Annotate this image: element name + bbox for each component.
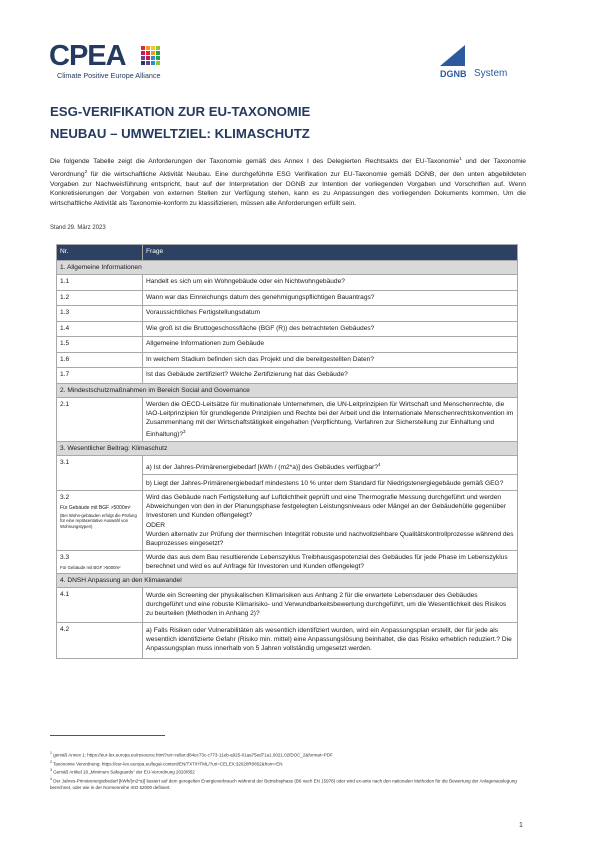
footnote-ref-4: 4 [378,461,381,467]
cpea-grid-square [146,61,150,65]
footnote-text: Gemäß Artikel 18 „Minimum Safeguards“ der EU-Verordnung 2020/852 [51,769,195,775]
table-row [57,622,518,658]
footnote-text: gemäß Annex 1: https://eur-lex.europa.eu/resource.html?uri=cellar:d84ec73c-c773-11eb-a925-01aa75ed71a1.0021.02/DOC_2&format=PDF [51,752,333,758]
table-row [57,352,518,368]
footnote-ref-2: 2 [84,168,88,174]
row-nr: 4.2 [57,622,143,658]
footnote-2 [50,759,520,768]
row-question: Wie groß ist die Bruttogeschossfläche (BGF (R)) des betrachteten Gebäudes? [143,321,518,337]
table-row [57,455,518,474]
row-nr: 3.1 [57,455,143,490]
cpea-grid-square [141,61,145,65]
row-question: Handelt es sich um ein Wohngebäude oder ein Nichtwohngebäude? [143,275,518,291]
dgnb-triangle-icon [440,45,465,66]
row-question: b) Liegt der Jahres-Primärenergiebedarf mindestens 10 % unter dem Standard für Niedrigstenergiegebäude gemäß GEG? [143,474,518,490]
table-row [57,290,518,306]
section-4-title: 4. DNSH Anpassung an den Klimawandel [57,573,518,587]
row-nr: 2.1 [57,397,143,441]
cpea-grid-square [146,56,150,60]
footnote-ref-3: 3 [183,428,186,434]
footnotes [50,750,520,791]
header-frage: Frage [143,245,518,261]
row-question: Allgemeine Informationen zum Gebäude [143,337,518,353]
cpea-logo-subtitle: Climate Positive Europe Alliance [57,71,161,80]
footnote-number: 4 [50,777,52,782]
section-row [57,573,518,587]
cpea-color-grid-icon [141,46,161,66]
row-question: Wurde ein Screening der physikalischen Klimarisiken aus Anhang 2 für die erwartete Lebensdauer des Gebäudes durchgeführt und eine robuste Klimarisiko- und Verwundbarkeitsbewertung durchgeführt, um die Wesentlichkeit des Risikos zu beurteilen (Methoden in Anhang 2)? [143,587,518,622]
section-row [57,441,518,455]
document-title: ESG-VERIFIKATION ZUR EU-TAXONOMIE [50,104,311,119]
row-question [143,490,518,550]
question-3-2-alt-text: Wurden alternativ zur Prüfung der thermischen Integrität robuste und nachvollziehbare Qualitätskontrollprozesse während des Bauprozesses eingesetzt? [146,530,514,547]
footnote-1 [50,750,520,759]
table-row [57,275,518,291]
table-row [57,306,518,322]
row-nr: 1.6 [57,352,143,368]
row-nr-with-note [57,550,143,573]
section-row [57,261,518,275]
table-row [57,490,518,550]
page-number: 1 [519,822,523,829]
row-question: Wann war das Einreichungs datum des genehmigungspflichtigen Bauantrags? [143,290,518,306]
question-3-1a-text: a) Ist der Jahres-Primärenergiebedarf [kWh / (m2*a)] des Gebäudes verfügbar? [146,463,378,471]
row-question: a) Falls Risiken oder Vulnerabilitäten als wesentlich identifiziert wurden, wird ein Anpassungsplan erstellt, der für jede als wesentlich identifizierte Gefahr (Risiko min. mittel) eine Anpassungslösung beinhaltet, die das Risiko erheblich reduziert.? Die Anpassungsplan muss innerhalb von 5 Jahren vollständig umgesetzt werden. [143,622,518,658]
row-nr-with-note [57,490,143,550]
cpea-grid-square [156,51,160,55]
row-nr: 1.7 [57,368,143,384]
row-nr-value: 3.2 [60,493,70,501]
row-question: In welchem Stadium befinden sich das Projekt und die bereitgestellten Daten? [143,352,518,368]
cpea-grid-square [156,56,160,60]
document-subtitle: NEUBAU – UMWELTZIEL: KLIMASCHUTZ [50,126,310,141]
cpea-grid-square [151,51,155,55]
requirements-table [56,244,518,659]
cpea-grid-square [151,61,155,65]
row-note: (Bei Wohn-gebäuden erfolgt die Prüfung für eine repräsentative Auswahl von Wohnungstypen) [60,512,137,529]
footnote-number: 3 [50,768,52,773]
cpea-grid-square [156,61,160,65]
row-question [143,455,518,474]
stand-date: Stand 29. März 2023 [50,225,106,231]
question-3-2-oder: ODER [146,521,166,529]
row-question: Ist das Gebäude zertifiziert? Welche Zertifizierung hat das Gebäude? [143,368,518,384]
row-note: Für Gebäude mit BGF >5000m² [60,564,121,570]
section-3-title: 3. Wesentlicher Beitrag: Klimaschutz [57,441,518,455]
cpea-grid-square [146,51,150,55]
table-row [57,587,518,622]
row-question: Voraussichtliches Fertigstellungsdatum [143,306,518,322]
footnote-number: 2 [50,759,52,764]
intro-text-2: und der Taxonomie Verordnung [50,158,526,179]
cpea-grid-square [151,56,155,60]
row-nr: 1.2 [57,290,143,306]
footnote-text: Der Jahres-Primärenergiebedarf [kWh/(m2*a)] basiert auf dem geregelten Energieverbrauch während der Betriebsphase (B6 nach EN 15978) oder wird ex-ante nach den nationalen Methoden für die Bewertung der Anlagenauslegung berechnet, oder wie in der Normenreihe ISO 52000 definiert. [50,778,517,790]
dgnb-logo-word: DGNB [440,69,467,79]
cpea-grid-square [146,46,150,50]
row-note: Für Gebäude mit BGF >5000m² [60,504,131,511]
cpea-grid-square [141,51,145,55]
footnote-divider [50,735,165,736]
footnote-ref-1: 1 [459,156,462,161]
section-1-title: 1. Allgemeine Informationen [57,261,518,275]
row-nr: 1.5 [57,337,143,353]
intro-text-1: Die folgende Tabelle zeigt die Anforderungen der Taxonomie gemäß des Annex I des Delegierten Rechtsakts der EU-Taxonomie [50,158,460,166]
cpea-grid-square [151,46,155,50]
intro-paragraph [50,154,526,208]
row-nr: 1.3 [57,306,143,322]
cpea-grid-square [156,46,160,50]
table-row [57,321,518,337]
row-question [143,397,518,441]
row-nr: 1.1 [57,275,143,291]
dgnb-logo-system: System [474,68,508,79]
cpea-grid-square [141,56,145,60]
cpea-grid-square [141,46,145,50]
table-row [57,550,518,573]
table-header-row [57,245,518,261]
footnote-text: Taxonomie Verordnung: https://eur-lex.europa.eu/legal-content/EN/TXT/HTML/?uri=CELEX:32020R0852&from=EN [51,761,283,767]
row-question: Wurde das aus dem Bau resultierende Lebenszyklus Treibhausgaspotenzial des Gebäudes für jede Phase im Lebenszyklus berechnet und wird es auf Anfrage für Investoren und Kunden offengelegt? [143,550,518,573]
row-nr-value: 3.3 [60,553,70,561]
table-row [57,397,518,441]
table-row [57,368,518,384]
dgnb-logo [440,45,540,85]
cpea-logo [49,40,209,85]
row-nr: 1.4 [57,321,143,337]
footnote-4 [50,776,520,791]
section-2-title: 2. Mindestschutzmaßnahmen im Bereich Social and Governance [57,383,518,397]
question-2-1-text: Werden die OECD-Leitsätze für multinationale Unternehmen, die UN-Leitprinzipien für Wirtschaft und Menschenrechte, die IAO-Leitprinzipien für grundlegende Prinzipien und Rechte bei der Arbeit und die Internationale Menschenrechtskonvention im Zusammenhang mit der Wirtschaftstätigkeit eingehalten (Verpflichtung, Verfahren zur Sicherstellung zur Einhaltung und Einhaltung)? [146,400,514,438]
footnote-number: 1 [50,751,52,755]
table-row [57,337,518,353]
cpea-logo-word: CPEA [49,40,126,72]
footnote-3 [50,767,520,776]
intro-text-3: für die wirtschaftliche Aktivität Neubau. Eine durchgeführte ESG Verifikation zur EU-Taxonomie gemäß DGNB, der den unten abgebildeten Vorgaben zur Nachweisführung entspricht, baut auf der Interpretation der DGNB zur Intention der vorliegenden Vorgaben und Vorschriften auf. Wenn Konkretisierungen der Vorgaben von externen Stellen zur Verfügung stehen, kann es zu Anpassungen des vorliegenden Dokuments kommen. Um die wirtschaftliche Aktivität als Taxonomie-konform zu klassifizieren, müssen alle Anforderungen erfüllt sein. [50,171,526,207]
row-nr: 4.1 [57,587,143,622]
question-3-2-text: Wird das Gebäude nach Fertigstellung auf Luftdichtheit geprüft und eine Thermografie Messung durchgeführt und werden Abweichungen von den in der Planungsphase festgelegten Leistungsniveaus oder Mängel an der Gebäudehülle gegenüber Investoren und Kunden offengelegt? [146,493,506,519]
header-nr: Nr. [57,245,143,261]
section-row [57,383,518,397]
